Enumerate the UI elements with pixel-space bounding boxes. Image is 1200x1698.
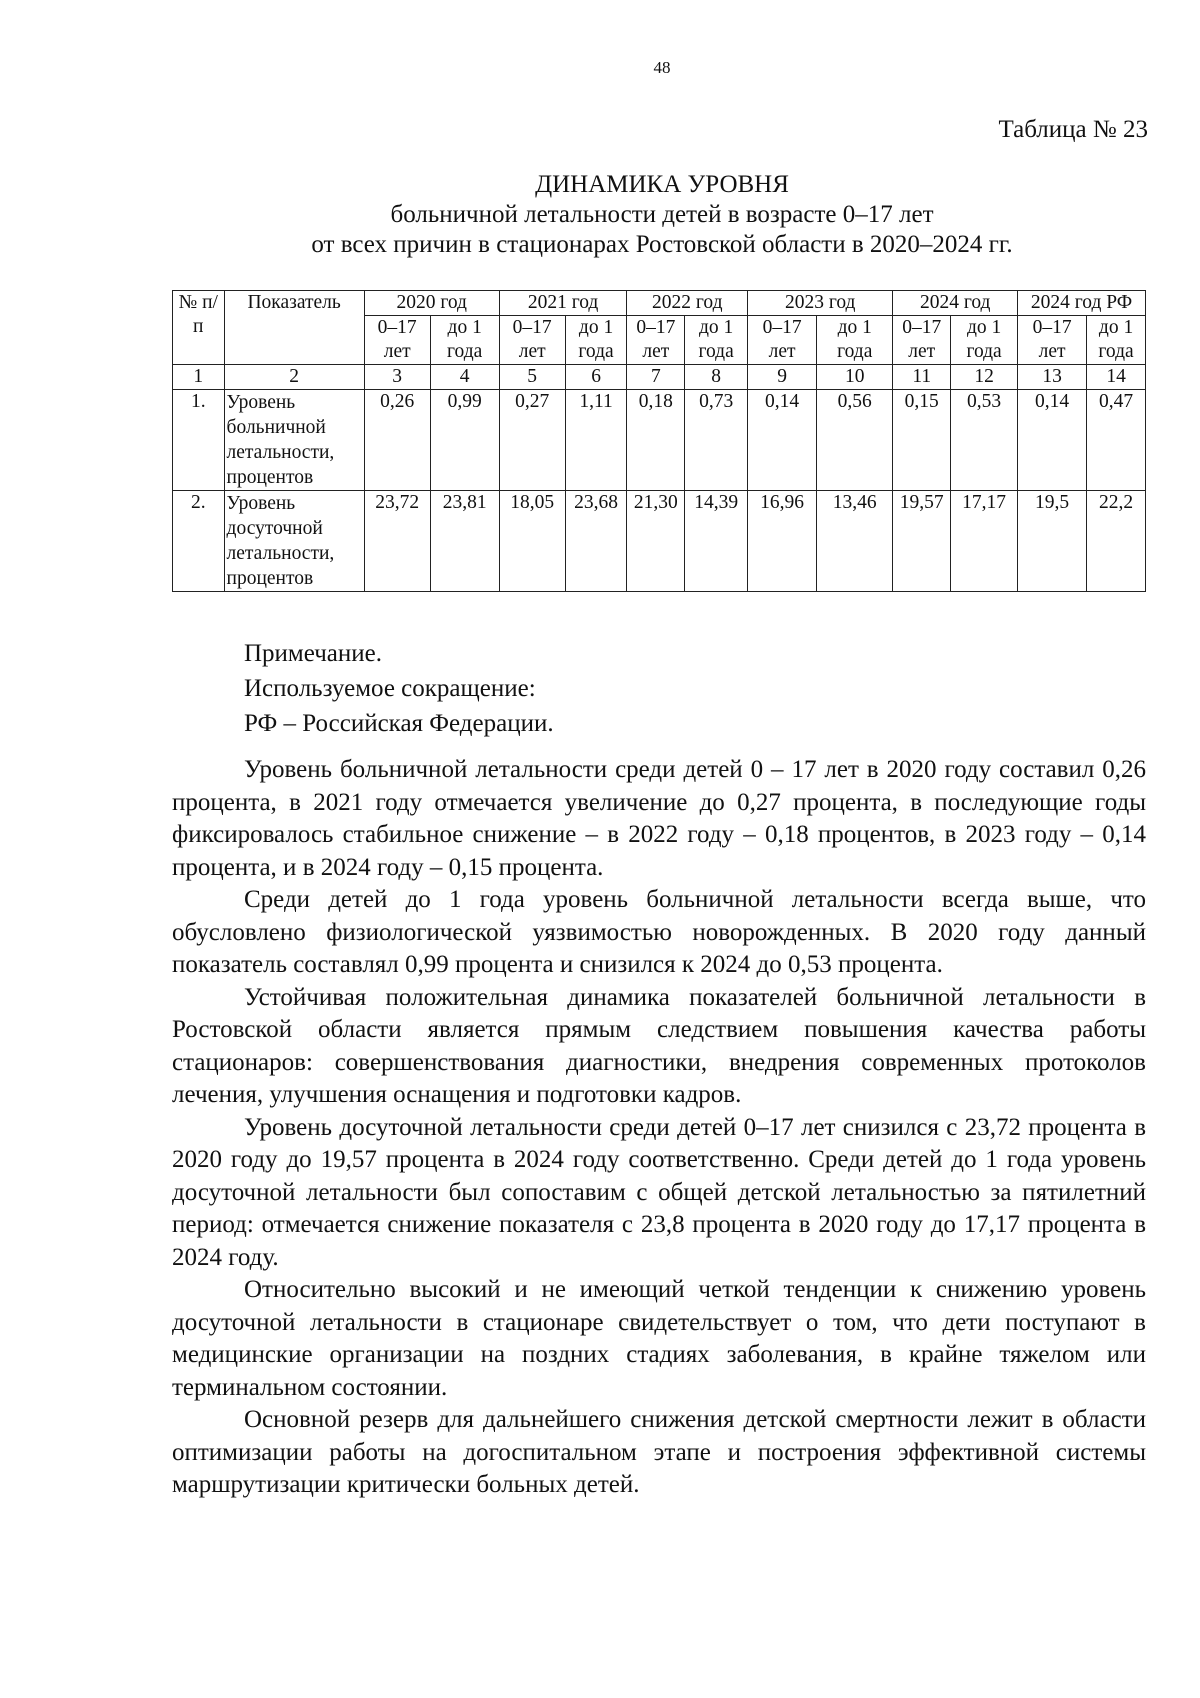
table-cell: 17,17 (951, 491, 1018, 592)
page-number: 48 (653, 58, 671, 77)
paragraph: Среди детей до 1 года уровень больничной летальности всегда выше, что обусловлено физиологической уязвимостью новорожденных. В 2020 году данный показатель составлял 0,99 процента и снизился к 2024 до 0,53 процента. (172, 886, 1146, 978)
table-cell: 0,26 (364, 390, 430, 491)
sub-age-0-17: 0–17 лет (364, 316, 430, 365)
table-cell: 18,05 (499, 491, 565, 592)
row-num: 2. (173, 491, 225, 592)
col-number: 4 (430, 365, 499, 390)
table-cell: 0,99 (430, 390, 499, 491)
sub-age-under-1: до 1 года (685, 316, 748, 365)
table-cell: 0,56 (817, 390, 893, 491)
table-cell: 0,27 (499, 390, 565, 491)
table-cell: 23,72 (364, 491, 430, 592)
header-year-2022: 2022 год (627, 291, 748, 316)
table-cell: 23,81 (430, 491, 499, 592)
sub-age-0-17: 0–17 лет (627, 316, 685, 365)
col-number: 10 (817, 365, 893, 390)
header-year-2024-rf: 2024 год РФ (1018, 291, 1146, 316)
table-cell: 0,73 (685, 390, 748, 491)
sub-age-0-17: 0–17 лет (499, 316, 565, 365)
note-heading: Примечание. (244, 640, 383, 667)
title-line-3: от всех причин в стационарах Ростовской области в 2020–2024 гг. (311, 231, 1013, 258)
table-row (173, 491, 1146, 592)
sub-age-under-1: до 1 года (817, 316, 893, 365)
col-number: 2 (224, 365, 364, 390)
header-indicator: Показатель (224, 291, 364, 365)
table-cell: 21,30 (627, 491, 685, 592)
table-cell: 0,18 (627, 390, 685, 491)
table-cell: 0,15 (893, 390, 951, 491)
paragraph: Относительно высокий и не имеющий четкой тенденции к снижению уровень досуточной летальности в стационаре свидетельствует о том, что дети поступают в медицинские организации на поздних стадиях заболевания, в крайне тяжелом или терминальном состоянии. (172, 1276, 1146, 1401)
table-cell: 19,57 (893, 491, 951, 592)
header-year-2020: 2020 год (364, 291, 499, 316)
table-cell: 0,14 (748, 390, 817, 491)
sub-age-under-1: до 1 года (1087, 316, 1146, 365)
col-number: 13 (1018, 365, 1087, 390)
note-abbrev-rf: РФ – Российская Федерации. (244, 710, 554, 737)
note-abbrev-heading: Используемое сокращение: (244, 675, 536, 702)
table-cell: 0,53 (951, 390, 1018, 491)
title-line-2: больничной летальности детей в возрасте 0–17 лет (390, 201, 934, 228)
col-number: 1 (173, 365, 225, 390)
col-number: 14 (1087, 365, 1146, 390)
table-row (173, 390, 1146, 491)
table-cell: 22,2 (1087, 491, 1146, 592)
header-year-2021: 2021 год (499, 291, 627, 316)
sub-age-under-1: до 1 года (565, 316, 627, 365)
paragraph: Уровень досуточной летальности среди детей 0–17 лет снизился с 23,72 процента в 2020 году до 19,57 процента в 2024 году соответственно. Среди детей до 1 года уровень досуточной летальности был сопоставим с общей детской летальностью за пятилетний период: отмечается снижение показателя с 23,8 процента в 2020 году до 17,17 процента в 2024 году. (172, 1113, 1146, 1271)
column-number-row (173, 365, 1146, 390)
sub-age-under-1: до 1 года (951, 316, 1018, 365)
sub-age-0-17: 0–17 лет (1018, 316, 1087, 365)
col-number: 6 (565, 365, 627, 390)
paragraph: Уровень больничной летальности среди детей 0 – 17 лет в 2020 году составил 0,26 процента, в 2021 году отмечается увеличение до 0,27 процента, в последующие годы фиксировалось стабильное снижение – в 2022 году – 0,18 процентов, в 2023 году – 0,14 процента, и в 2024 году – 0,15 процента. (172, 756, 1146, 881)
table-cell: 23,68 (565, 491, 627, 592)
col-number: 12 (951, 365, 1018, 390)
table-label: Таблица № 23 (998, 116, 1148, 143)
body-text (172, 754, 1146, 1502)
table-cell: 0,47 (1087, 390, 1146, 491)
col-number: 5 (499, 365, 565, 390)
col-number: 8 (685, 365, 748, 390)
sub-age-0-17: 0–17 лет (893, 316, 951, 365)
table-cell: 14,39 (685, 491, 748, 592)
table-cell: 19,5 (1018, 491, 1087, 592)
col-number: 7 (627, 365, 685, 390)
row-label: Уровень досуточной летальности, процентов (224, 491, 364, 592)
table-cell: 13,46 (817, 491, 893, 592)
table-cell: 0,14 (1018, 390, 1087, 491)
header-num: № п/п (173, 291, 225, 365)
sub-age-under-1: до 1 года (430, 316, 499, 365)
paragraph: Основной резерв для дальнейшего снижения детской смертности лежит в области оптимизации работы на догоспитальном этапе и построения эффективной системы маршрутизации критически больных детей. (172, 1406, 1146, 1498)
table-header-row (173, 291, 1146, 316)
header-year-2024: 2024 год (893, 291, 1018, 316)
sub-age-0-17: 0–17 лет (748, 316, 817, 365)
lethality-table (172, 290, 1146, 592)
table-cell: 1,11 (565, 390, 627, 491)
row-num: 1. (173, 390, 225, 491)
table-cell: 16,96 (748, 491, 817, 592)
col-number: 9 (748, 365, 817, 390)
header-year-2023: 2023 год (748, 291, 893, 316)
row-label: Уровень больничной летальности, процентов (224, 390, 364, 491)
table-title (0, 170, 1200, 260)
paragraph: Устойчивая положительная динамика показателей больничной летальности в Ростовской области является прямым следствием повышения качества работы стационаров: совершенствования диагностики, внедрения современных протоколов лечения, улучшения оснащения и подготовки кадров. (172, 983, 1146, 1108)
table-note (244, 636, 554, 741)
title-line-1: ДИНАМИКА УРОВНЯ (535, 171, 789, 198)
col-number: 3 (364, 365, 430, 390)
col-number: 11 (893, 365, 951, 390)
